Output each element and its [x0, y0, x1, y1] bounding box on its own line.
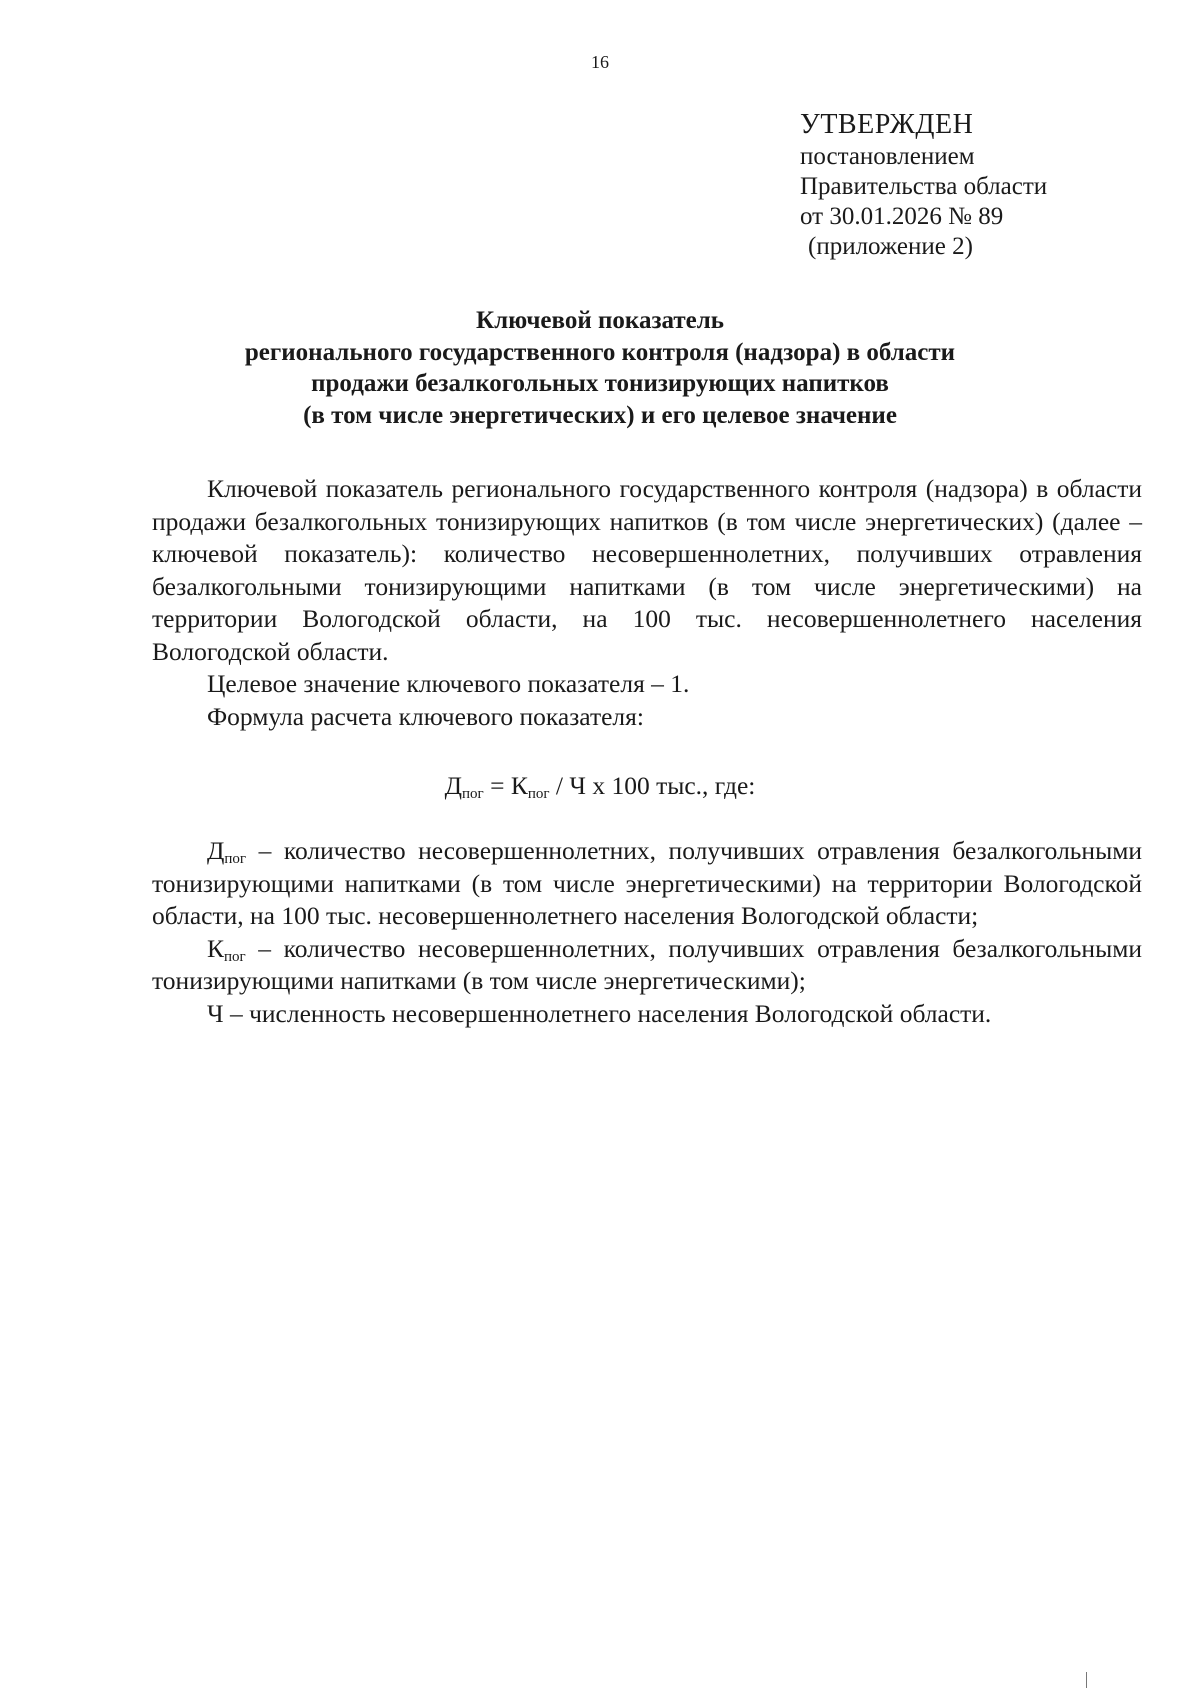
approval-date-number: от 30.01.2026 № 89	[800, 203, 1004, 230]
approved-heading: УТВЕРЖДЕН	[800, 109, 974, 140]
title-line: продажи безалкогольных тонизирующих напитков	[311, 370, 889, 397]
formula-k-subscript: пог	[527, 786, 550, 802]
definitions	[152, 835, 1142, 1030]
document-title	[0, 305, 1200, 431]
formula-k-symbol: К	[510, 771, 528, 800]
paragraph-target-value: Целевое значение ключевого показателя – 1.	[207, 669, 690, 698]
title-line: (в том числе энергетических) и его целевое значение	[303, 401, 897, 429]
paragraph-definition: Ключевой показатель регионального государственного контроля (надзора) в области продажи безалкогольных тонизирующих напитков (в том числе энергетических) (далее – ключевой показатель): количество несовершеннолетних, получивших отравления безалкогольными тонизирующими напитками (в том числе энергетическими) на территории Вологодской области, на 100 тыс. несовершеннолетнего населения Вологодской области.	[152, 474, 1142, 666]
formula-lhs-subscript: пог	[462, 786, 484, 802]
formula-rest: / Ч х 100 тыс., где:	[549, 771, 756, 800]
definition-text: – количество несовершеннолетних, получивших отравления безалкогольными тонизирующими напитками (в том числе энергетическими);	[152, 933, 1142, 995]
scan-artifact-mark	[1086, 1672, 1087, 1688]
body-text	[152, 473, 1142, 733]
appendix-label: (приложение 2)	[808, 233, 973, 260]
definition-item	[152, 835, 1142, 933]
formula-equals: =	[483, 771, 511, 800]
definition-subscript: пог	[224, 948, 246, 965]
definition-text: – количество несовершеннолетних, получивших отравления безалкогольными тонизирующими напитками (в том числе энергетическими) на территории Вологодской области, на 100 тыс. несовершеннолетнего населения Вологодской области;	[152, 836, 1142, 930]
approval-line: постановлением	[800, 143, 975, 170]
definition-subscript: пог	[224, 851, 247, 867]
definition-item	[152, 933, 1142, 998]
formula	[0, 770, 1200, 802]
paragraph-formula-intro: Формула расчета ключевого показателя:	[207, 701, 644, 731]
title-line: регионального государственного контроля (надзора) в области	[244, 338, 956, 366]
definition-item	[152, 998, 1142, 1031]
definition-symbol: К	[207, 933, 225, 963]
approval-stamp	[800, 108, 1047, 262]
definition-symbol: Д	[207, 836, 225, 865]
title-line: Ключевой показатель	[476, 307, 724, 334]
formula-lhs-symbol: Д	[444, 771, 463, 800]
definition-symbol: Ч	[207, 998, 224, 1028]
definition-text: – численность несовершеннолетнего населения Вологодской области.	[223, 998, 992, 1028]
page-number: 16	[591, 52, 609, 72]
approval-line: Правительства области	[800, 173, 1048, 200]
